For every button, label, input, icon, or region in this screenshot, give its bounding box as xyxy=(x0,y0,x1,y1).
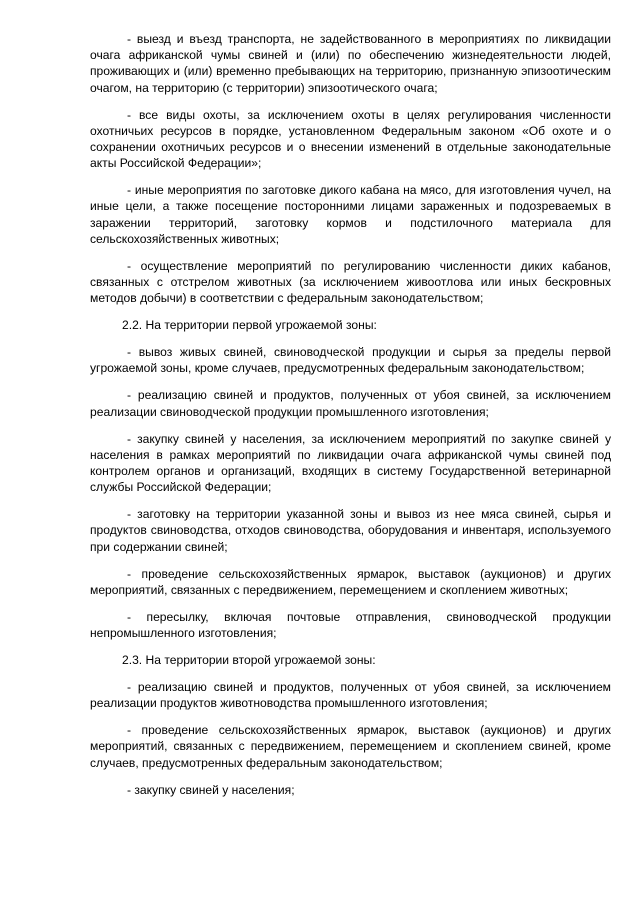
paragraph-wild-boar-regulation: - осуществление мероприятий по регулированию численности диких кабанов, связанных с отстрелом животных (за исключением живоотлова или иных бескровных методов добычи) в соответствии с федеральным законодательством; xyxy=(90,258,611,306)
document-body xyxy=(90,31,611,809)
section-heading-second-zone: 2.3. На территории второй угрожаемой зоны: xyxy=(122,653,376,668)
paragraph-export-live-pigs: - вывоз живых свиней, свиноводческой продукции и сырья за пределы первой угрожаемой зоны, кроме случаев, предусмотренных федеральным законодательством; xyxy=(90,345,611,376)
paragraph-purchase-of-pigs-second-zone: - закупку свиней у населения; xyxy=(127,782,295,797)
paragraph-fairs-first-zone: - проведение сельскохозяйственных ярмарок, выставок (аукционов) и других мероприятий, связанных с передвижением, перемещением и скоплением животных; xyxy=(90,566,611,597)
paragraph-hunting-restriction: - все виды охоты, за исключением охоты в целях регулирования численности охотничьих ресурсов в порядке, установленном Федеральным законом «Об охоте и о сохранении охотничьих ресурсов и о внесении изменений в отдельные законодательные акты Российской Федерации»; xyxy=(90,107,611,171)
paragraph-fairs-second-zone: - проведение сельскохозяйственных ярмарок, выставок (аукционов) и других мероприятий, связанных с передвижением, перемещением и скоплением свиней, кроме случаев, предусмотренных федеральным законодательством; xyxy=(90,723,611,770)
paragraph-sale-of-pigs-second-zone: - реализацию свиней и продуктов, полученных от убоя свиней, за исключением реализации продуктов животноводства промышленного изготовления; xyxy=(90,680,611,711)
paragraph-sale-of-pigs-first-zone: - реализацию свиней и продуктов, полученных от убоя свиней, за исключением реализации свиноводческой продукции промышленного изготовления; xyxy=(90,388,611,419)
paragraph-postal-shipment: - пересылку, включая почтовые отправления, свиноводческой продукции непромышленного изготовления; xyxy=(90,609,611,641)
paragraph-procurement-pork: - заготовку на территории указанной зоны и вывоз из нее мяса свиней, сырья и продуктов свиноводства, отходов свиноводства, оборудования и инвентаря, используемого при содержании свиней; xyxy=(90,507,611,554)
paragraph-purchase-of-pigs-first-zone: - закупку свиней у населения, за исключением мероприятий по закупке свиней у населения в рамках мероприятий по ликвидации очага африканской чумы свиней под контролем органов и организаций, входящих в систему Государственной ветеринарной службы Российской Федерации; xyxy=(90,431,611,495)
paragraph-transport-restriction: - выезд и въезд транспорта, не задействованного в мероприятиях по ликвидации очага африканской чумы свиней и (или) по обеспечению жизнедеятельности людей, проживающих и (или) временно пребывающих на территорию, признанную эпизоотическим очагом, на территорию (с территории) эпизоотического очага; xyxy=(90,32,611,95)
section-heading-first-zone: 2.2. На территории первой угрожаемой зоны: xyxy=(122,318,377,333)
paragraph-wild-boar-procurement: - иные мероприятия по заготовке дикого кабана на мясо, для изготовления чучел, на иные цели, а также посещение посторонними лицами зараженных и подозреваемых в заражении территорий, заготовку кормов и подстилочного материала для сельскохозяйственных животных; xyxy=(90,183,611,246)
